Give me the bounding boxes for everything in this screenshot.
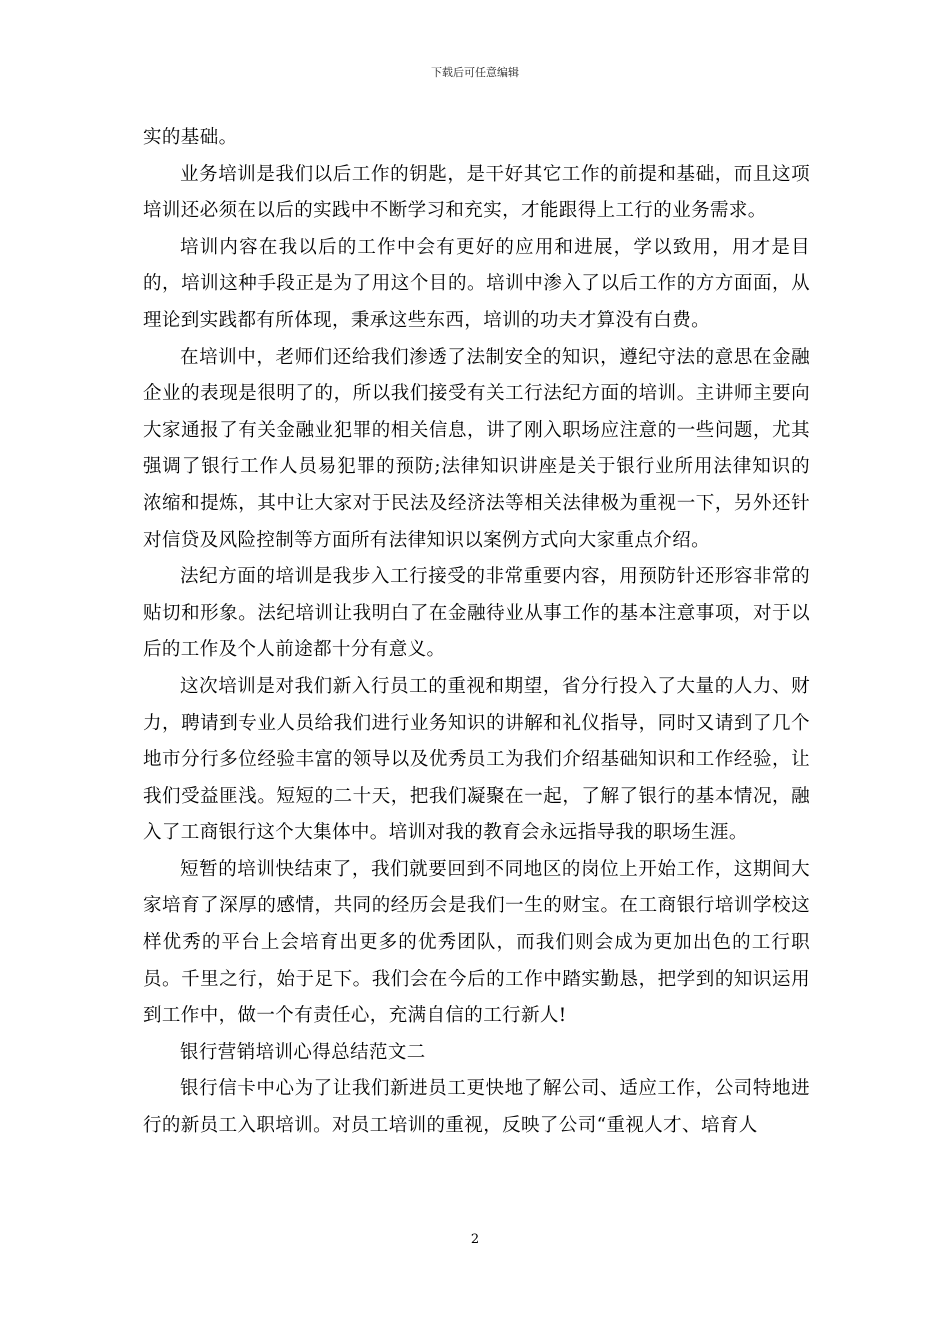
- paragraph-8: 银行信卡中心为了让我们新进员工更快地了解公司、适应工作，公司特地进行的新员工入职培训。对员工培训的重视，反映了公司“重视人才、培育人: [143, 1078, 810, 1137]
- section-heading: 银行营销培训心得总结范文二: [180, 1041, 426, 1063]
- page-number: 2: [470, 1232, 480, 1247]
- page-header: 下载后可任意编辑: [431, 66, 519, 79]
- paragraph-7: 短暂的培训快结束了，我们就要回到不同地区的岗位上开始工作，这期间大家培育了深厚的感情，共同的经历会是我们一生的财宝。在工商银行培训学校这样优秀的平台上会培育出更多的优秀团队，而我们则会成为更加出色的工行职员。千里之行，始于足下。我们会在今后的工作中踏实勤恳，把学到的知识运用到工作中，做一个有责任心，充满自信的工行新人!: [143, 858, 810, 1027]
- paragraph-3: 培训内容在我以后的工作中会有更好的应用和进展，学以致用，用才是目的，培训这种手段正是为了用这个目的。培训中渗入了以后工作的方方面面，从理论到实践都有所体现，秉承这些东西，培训的功夫才算没有白费。: [143, 236, 810, 331]
- paragraph-1: 实的基础。: [143, 127, 238, 148]
- paragraph-2: 业务培训是我们以后工作的钥匙，是干好其它工作的前提和基础，而且这项培训还必须在以后的实践中不断学习和充实，才能跟得上工行的业务需求。: [143, 163, 810, 222]
- paragraph-5: 法纪方面的培训是我步入工行接受的非常重要内容，用预防针还形容非常的贴切和形象。法纪培训让我明白了在金融待业从事工作的基本注意事项，对于以后的工作及个人前途都十分有意义。: [143, 566, 810, 661]
- document-body: [143, 120, 810, 1145]
- paragraph-4: 在培训中，老师们还给我们渗透了法制安全的知识，遵纪守法的意思在金融企业的表现是很明了的，所以我们接受有关工行法纪方面的培训。主讲师主要向大家通报了有关金融业犯罪的相关信息，讲了刚入职场应注意的一些问题，尤其强调了银行工作人员易犯罪的预防;法律知识讲座是关于银行业所用法律知识的浓缩和提炼，其中让大家对于民法及经济法等相关法律极为重视一下，另外还针对信贷及风险控制等方面所有法律知识以案例方式向大家重点介绍。: [143, 346, 810, 551]
- paragraph-6: 这次培训是对我们新入行员工的重视和期望，省分行投入了大量的人力、财力，聘请到专业人员给我们进行业务知识的讲解和礼仪指导，同时又请到了几个地市分行多位经验丰富的领导以及优秀员工为我们介绍基础知识和工作经验，让我们受益匪浅。短短的二十天，把我们凝聚在一起，了解了银行的基本情况，融入了工商银行这个大集体中。培训对我的教育会永远指导我的职场生涯。: [143, 675, 810, 844]
